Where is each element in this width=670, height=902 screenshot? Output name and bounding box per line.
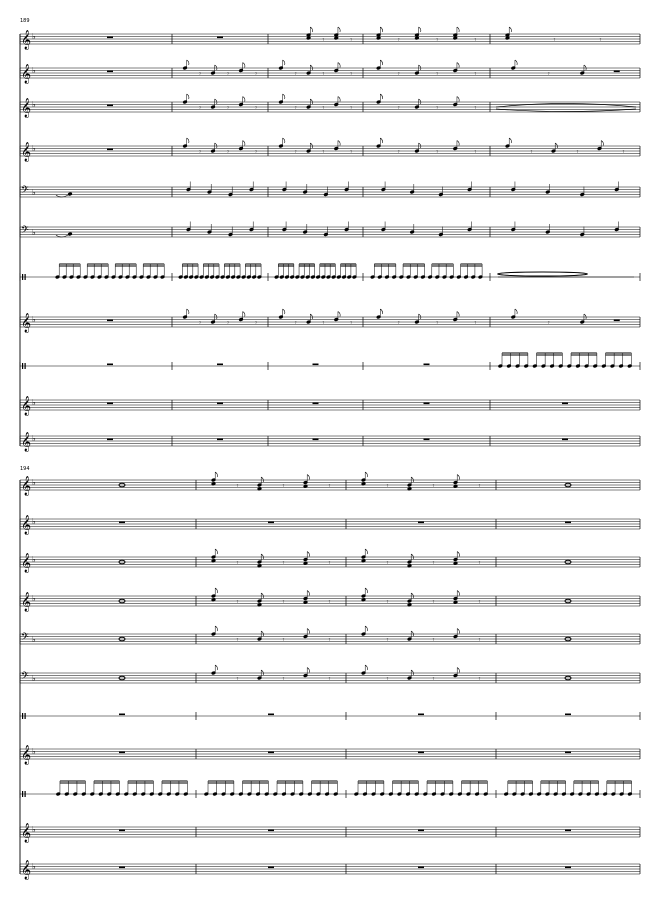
staff-11 (20, 432, 640, 452)
eighth-rest: 𝄾 (474, 70, 477, 78)
flat-key-signature: ♭ (32, 555, 36, 564)
treble-clef-icon: 𝄞 (21, 823, 32, 843)
note-flag (283, 138, 285, 143)
staff-10 (20, 396, 640, 416)
note-flag (283, 309, 285, 314)
eighth-rest: 𝄾 (547, 70, 550, 78)
eighth-rest: 𝄾 (322, 36, 325, 44)
note-flag (419, 143, 421, 148)
eighth-rest: 𝄾 (322, 104, 325, 112)
staff-8 (20, 745, 640, 765)
eighth-rest: 𝄾 (255, 319, 257, 327)
eighth-rest: 𝄾 (282, 636, 285, 644)
eighth-rest: 𝄾 (199, 319, 201, 327)
note-flag (243, 63, 245, 68)
treble-clef-icon: 𝄞 (21, 98, 32, 118)
flat-key-signature: ♭ (32, 66, 36, 75)
eighth-rest: 𝄾 (386, 559, 389, 567)
flat-key-signature: ♭ (32, 398, 36, 407)
note-flag (215, 314, 217, 319)
note-flag (310, 65, 312, 70)
eighth-rest: 𝄾 (199, 70, 201, 78)
note-flag (555, 143, 557, 148)
whole-rest (107, 439, 113, 441)
whole-rest (565, 830, 571, 832)
whole-rest (565, 714, 571, 716)
note-flag (365, 588, 367, 593)
whole-rest (565, 522, 571, 524)
note-flag (419, 99, 421, 104)
note-flag (243, 312, 245, 317)
eighth-rest: 𝄾 (322, 70, 325, 78)
whole-rest (268, 752, 274, 754)
staff-7 (20, 712, 640, 720)
note-flag (411, 477, 413, 482)
note-flag (365, 472, 367, 477)
note-flag (457, 629, 459, 634)
eighth-rest: 𝄾 (553, 36, 556, 44)
flat-key-signature: ♭ (32, 32, 36, 41)
note-flag (457, 312, 459, 317)
note-flag (380, 94, 382, 99)
treble-clef-icon: 𝄞 (21, 142, 32, 162)
whole-rest (268, 867, 274, 869)
treble-clef-icon: 𝄞 (21, 396, 32, 416)
note-flag (411, 631, 413, 636)
note-flag (215, 665, 217, 670)
flat-key-signature: ♭ (32, 100, 36, 109)
measure-number-system-1: 189 (20, 18, 30, 24)
percussion-clef-icon (22, 274, 23, 280)
whole-rest (313, 439, 319, 441)
whole-rest (418, 830, 424, 832)
eighth-rest: 𝄾 (397, 148, 400, 156)
note-flag (307, 591, 309, 596)
note-flag (215, 143, 217, 148)
eighth-rest: 𝄾 (386, 598, 389, 606)
note-flag (515, 309, 517, 314)
bass-clef-icon: 𝄢 (21, 631, 29, 645)
eighth-rest: 𝄾 (322, 148, 325, 156)
whole-rest (107, 105, 113, 107)
note-flag (457, 591, 459, 596)
treble-clef-icon: 𝄞 (21, 432, 32, 452)
eighth-rest: 𝄾 (386, 636, 389, 644)
eighth-rest: 𝄾 (478, 559, 481, 567)
eighth-rest: 𝄾 (436, 104, 438, 112)
eighth-rest: 𝄾 (282, 482, 285, 490)
eighth-rest: 𝄾 (294, 104, 297, 112)
treble-clef-icon: 𝄞 (21, 476, 32, 496)
eighth-rest: 𝄾 (294, 70, 297, 78)
note-flag (457, 97, 459, 102)
eighth-rest: 𝄾 (386, 675, 389, 683)
eighth-rest: 𝄾 (599, 36, 602, 44)
eighth-rest: 𝄾 (432, 482, 435, 490)
eighth-rest: 𝄾 (432, 675, 435, 683)
note-flag (380, 60, 382, 65)
note-flag (338, 312, 340, 317)
whole-rest (268, 830, 274, 832)
note-flag (283, 94, 285, 99)
treble-clef-icon: 𝄞 (21, 313, 32, 333)
flat-key-signature: ♭ (32, 635, 36, 644)
whole-rest (217, 37, 223, 39)
whole-rest (217, 403, 223, 405)
staff-2 (20, 515, 640, 535)
eighth-rest: 𝄾 (530, 148, 533, 156)
treble-clef-icon: 𝄞 (21, 860, 32, 880)
staff-5 (20, 182, 640, 199)
note-flag (243, 141, 245, 146)
note-flag (310, 143, 312, 148)
treble-clef-icon: 𝄞 (21, 553, 32, 573)
note-flag (365, 626, 367, 631)
flat-key-signature: ♭ (32, 315, 36, 324)
eighth-rest: 𝄾 (328, 636, 331, 644)
eighth-rest: 𝄾 (227, 70, 229, 78)
note-flag (601, 141, 603, 146)
note-flag (307, 668, 309, 673)
note-flag (584, 65, 586, 70)
note-flag (457, 63, 459, 68)
staff-1 (20, 27, 640, 50)
whole-rest (614, 320, 620, 322)
note-flag (261, 670, 263, 675)
eighth-rest: 𝄾 (478, 482, 481, 490)
whole-rest (107, 37, 113, 39)
eighth-rest: 𝄾 (478, 675, 481, 683)
percussion-clef-icon (25, 791, 26, 797)
note-flag (419, 65, 421, 70)
eighth-rest: 𝄾 (474, 148, 477, 156)
note-flag (584, 314, 586, 319)
treble-clef-icon: 𝄞 (21, 592, 32, 612)
flat-key-signature: ♭ (32, 517, 36, 526)
note-flag (380, 138, 382, 143)
whole-rest (217, 439, 223, 441)
eighth-rest: 𝄾 (322, 319, 325, 327)
staff-5 (20, 626, 640, 645)
staff-2 (20, 60, 640, 84)
bass-clef-icon: 𝄢 (21, 670, 29, 684)
eighth-rest: 𝄾 (350, 70, 352, 78)
eighth-rest: 𝄾 (397, 319, 400, 327)
eighth-rest: 𝄾 (199, 148, 201, 156)
eighth-rest: 𝄾 (328, 675, 331, 683)
staff-3 (20, 94, 640, 118)
flat-key-signature: ♭ (32, 478, 36, 487)
note-flag (457, 552, 459, 557)
eighth-rest: 𝄾 (227, 319, 229, 327)
eighth-rest: 𝄾 (282, 675, 285, 683)
note-flag (310, 99, 312, 104)
staff-7 (20, 264, 640, 281)
bass-clef-icon: 𝄢 (21, 184, 29, 198)
eighth-rest: 𝄾 (350, 148, 352, 156)
system-2 (20, 472, 640, 880)
note-head (68, 232, 72, 236)
note-flag (419, 314, 421, 319)
eighth-rest: 𝄾 (236, 482, 239, 490)
eighth-rest: 𝄾 (328, 482, 331, 490)
whole-rest (107, 364, 113, 366)
treble-clef-icon: 𝄞 (21, 515, 32, 535)
whole-rest (565, 867, 571, 869)
eighth-rest: 𝄾 (236, 559, 239, 567)
eighth-rest: 𝄾 (622, 148, 625, 156)
note-flag (187, 60, 189, 65)
staff-4 (20, 588, 640, 612)
eighth-rest: 𝄾 (397, 104, 400, 112)
eighth-rest: 𝄾 (199, 104, 201, 112)
whole-rest (217, 364, 223, 366)
note-flag (365, 549, 367, 554)
staff-11 (20, 860, 640, 880)
staff-6 (20, 665, 640, 684)
note-flag (215, 472, 217, 477)
eighth-rest: 𝄾 (436, 70, 438, 78)
note-flag (215, 588, 217, 593)
eighth-rest: 𝄾 (294, 148, 297, 156)
flat-key-signature: ♭ (32, 594, 36, 603)
note-flag (457, 141, 459, 146)
note-flag (187, 94, 189, 99)
percussion-clef-icon (22, 791, 23, 797)
whole-rest (418, 752, 424, 754)
note-flag (215, 99, 217, 104)
staff-8 (20, 309, 640, 333)
note-flag (380, 27, 382, 32)
percussion-clef-icon (25, 363, 26, 369)
note-flag (411, 554, 413, 559)
eighth-rest: 𝄾 (236, 598, 239, 606)
eighth-rest: 𝄾 (397, 70, 400, 78)
eighth-rest: 𝄾 (436, 319, 438, 327)
note-flag (215, 65, 217, 70)
eighth-rest: 𝄾 (474, 104, 477, 112)
eighth-rest: 𝄾 (474, 36, 477, 44)
note-head (68, 192, 72, 196)
note-flag (365, 665, 367, 670)
system-1 (20, 27, 640, 452)
eighth-rest: 𝄾 (478, 598, 481, 606)
note-flag (411, 670, 413, 675)
whole-rest (268, 714, 274, 716)
note-flag (310, 314, 312, 319)
whole-rest (418, 714, 424, 716)
note-flag (307, 629, 309, 634)
treble-clef-icon: 𝄞 (21, 745, 32, 765)
eighth-rest: 𝄾 (227, 148, 229, 156)
flat-key-signature: ♭ (32, 228, 36, 237)
bass-clef-icon: 𝄢 (21, 224, 29, 238)
note-flag (215, 626, 217, 631)
eighth-rest: 𝄾 (432, 559, 435, 567)
staff-9 (20, 781, 640, 798)
note-flag (457, 475, 459, 480)
note-flag (338, 63, 340, 68)
eighth-rest: 𝄾 (432, 636, 435, 644)
note-flag (509, 138, 511, 143)
note-flag (509, 27, 511, 32)
note-flag (419, 27, 421, 32)
flat-key-signature: ♭ (32, 144, 36, 153)
eighth-rest: 𝄾 (236, 675, 239, 683)
whole-rest (268, 522, 274, 524)
eighth-rest: 𝄾 (227, 104, 229, 112)
whole-rest (424, 439, 430, 441)
eighth-rest: 𝄾 (282, 559, 285, 567)
note-flag (307, 475, 309, 480)
measure-number-system-2: 194 (20, 466, 30, 472)
eighth-rest: 𝄾 (255, 104, 257, 112)
whole-note (498, 272, 588, 276)
eighth-rest: 𝄾 (386, 482, 389, 490)
whole-rest (119, 867, 125, 869)
eighth-rest: 𝄾 (397, 36, 400, 44)
whole-rest (424, 403, 430, 405)
note-flag (187, 138, 189, 143)
note-flag (338, 141, 340, 146)
whole-rest (562, 439, 568, 441)
flat-key-signature: ♭ (32, 862, 36, 871)
eighth-rest: 𝄾 (255, 70, 257, 78)
eighth-rest: 𝄾 (328, 559, 331, 567)
staff-9 (20, 353, 640, 370)
flat-key-signature: ♭ (32, 674, 36, 683)
flat-key-signature: ♭ (32, 825, 36, 834)
percussion-clef-icon (25, 274, 26, 280)
whole-rest (119, 522, 125, 524)
note-flag (187, 309, 189, 314)
note-flag (307, 552, 309, 557)
note-flag (411, 593, 413, 598)
eighth-rest: 𝄾 (436, 148, 438, 156)
note-flag (457, 27, 459, 32)
whole-rest (107, 71, 113, 73)
staff-10 (20, 823, 640, 843)
whole-rest (562, 403, 568, 405)
whole-rest (107, 149, 113, 151)
note-flag (338, 27, 340, 32)
eighth-rest: 𝄾 (432, 598, 435, 606)
flat-key-signature: ♭ (32, 188, 36, 197)
flat-key-signature: ♭ (32, 434, 36, 443)
treble-clef-icon: 𝄞 (21, 64, 32, 84)
flat-key-signature: ♭ (32, 747, 36, 756)
treble-clef-icon: 𝄞 (21, 30, 32, 50)
staff-3 (20, 549, 640, 573)
eighth-rest: 𝄾 (282, 598, 285, 606)
eighth-rest: 𝄾 (436, 36, 438, 44)
percussion-clef-icon (25, 713, 26, 719)
note-flag (261, 477, 263, 482)
eighth-rest: 𝄾 (547, 319, 550, 327)
note-flag (261, 593, 263, 598)
eighth-rest: 𝄾 (350, 104, 352, 112)
whole-rest (418, 867, 424, 869)
whole-rest (614, 71, 620, 73)
staff-6 (20, 222, 640, 239)
eighth-rest: 𝄾 (474, 319, 477, 327)
whole-rest (313, 364, 319, 366)
whole-rest (107, 320, 113, 322)
note-flag (338, 97, 340, 102)
tie (56, 235, 68, 237)
eighth-rest: 𝄾 (236, 636, 239, 644)
whole-rest (424, 364, 430, 366)
whole-rest (119, 830, 125, 832)
eighth-rest: 𝄾 (328, 598, 331, 606)
whole-rest (565, 752, 571, 754)
eighth-rest: 𝄾 (576, 148, 579, 156)
tie (496, 104, 636, 108)
whole-rest (313, 403, 319, 405)
whole-rest (107, 403, 113, 405)
whole-rest (119, 714, 125, 716)
note-flag (261, 554, 263, 559)
percussion-clef-icon (22, 363, 23, 369)
staff-4 (20, 138, 640, 162)
note-flag (283, 60, 285, 65)
note-flag (380, 309, 382, 314)
tie (56, 195, 68, 197)
eighth-rest: 𝄾 (350, 36, 352, 44)
note-flag (457, 668, 459, 673)
eighth-rest: 𝄾 (294, 319, 297, 327)
eighth-rest: 𝄾 (350, 319, 352, 327)
staff-1 (20, 472, 640, 496)
eighth-rest: 𝄾 (478, 636, 481, 644)
note-flag (310, 27, 312, 32)
percussion-clef-icon (22, 713, 23, 719)
eighth-rest: 𝄾 (255, 148, 257, 156)
whole-rest (119, 752, 125, 754)
note-flag (215, 549, 217, 554)
note-flag (515, 60, 517, 65)
note-flag (261, 631, 263, 636)
whole-rest (418, 522, 424, 524)
note-flag (243, 97, 245, 102)
